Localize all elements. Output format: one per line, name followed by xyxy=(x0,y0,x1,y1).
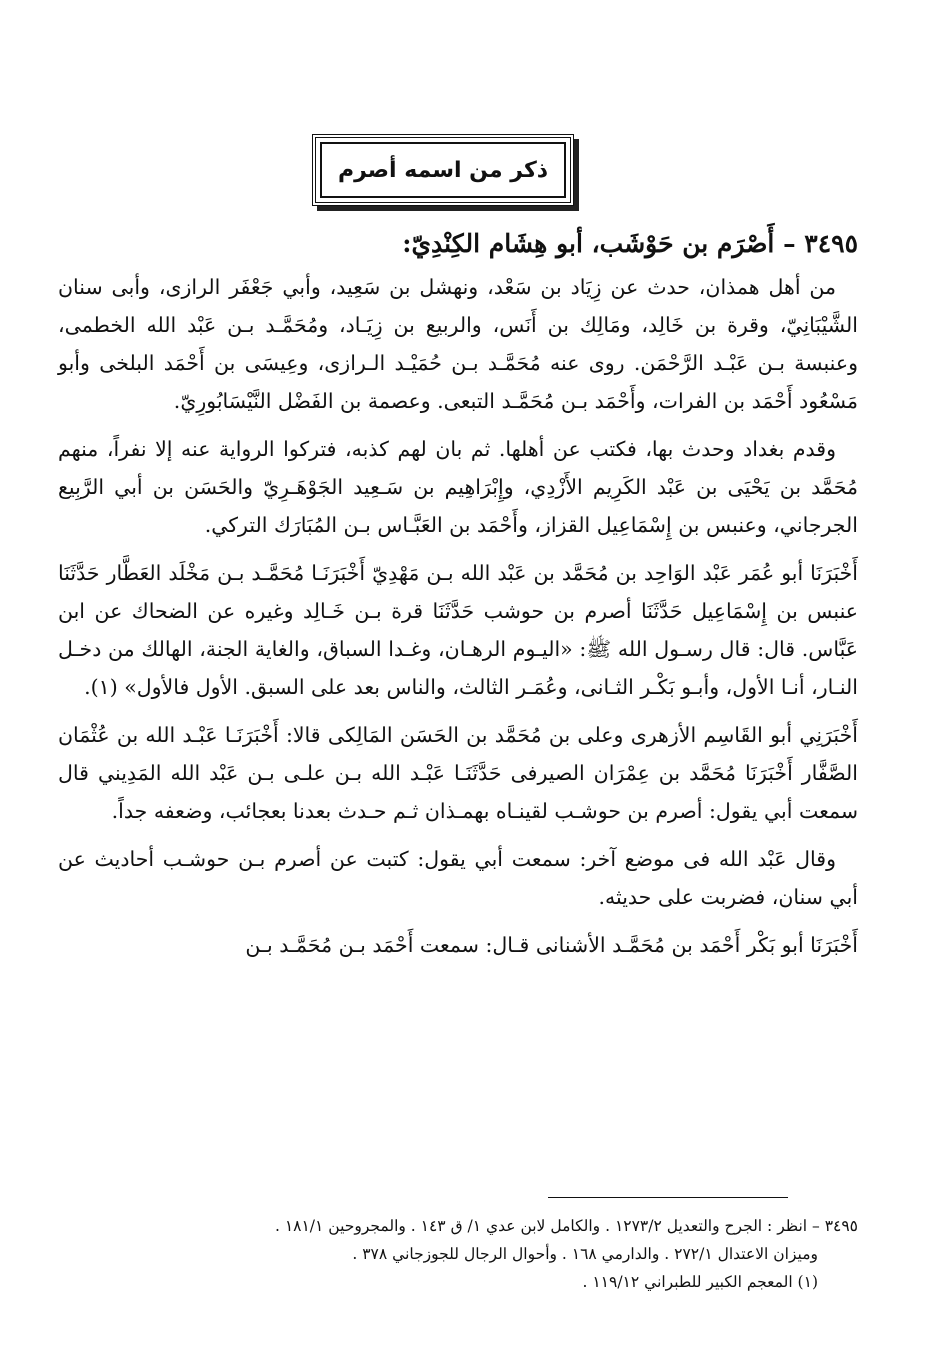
paragraph: أَخْبَرَنِي أبو القَاسِم الأزهرى وعلى بن مُحَمَّد بن الحَسَن المَالِكى قالا: أَخْبَرَنَـا عَبْـد الله بن عُثْمَان الصَّفَّار أَخْبَرَنَا مُحَمَّد بن عِمْرَان الصيرفى حَدَّثَنَـا عَبْـد الله بـن علـى بـن عَبْد الله المَدِيني قال سمعت أبي يقول: أصرم بن حوشـب لقينـاه بهمـذان ثـم حـدث بعدنا بعجائب، وضعفه جداً. xyxy=(58,723,858,823)
footnotes xyxy=(58,1212,858,1296)
paragraph: وقال عَبْد الله فى موضع آخر: سمعت أبي يقول: كتبت عن أصرم بـن حوشـب أحاديث عن أبي سنان، فضربت على حديثه. xyxy=(58,847,858,909)
section-title-box xyxy=(312,134,574,206)
entry-heading: ٣٤٩٥ – أَصْرَم بن حَوْشَب، أبو هِشَام الكِنْدِيّ: xyxy=(402,229,858,258)
paragraph: أَخْبَرَنَا أبو عُمَر عَبْد الوَاحِد بن مُحَمَّد بن عَبْد الله بـن مَهْدِيّ أَخْبَرَنَـا مُحَمَّـد بـن مَخْلَد العَطَّار حَدَّثَنَا عنبس بن إِسْمَاعِيل حَدَّثَنَا أصرم بن حوشب حَدَّثَنَا قرة بـن خَـالِد وغيره عن الضحاك عن ابن عَبَّاس. قال: قال رسـول الله ﷺ: «اليـوم الرهـان، وغـدا السباق، والغاية الجنة، الهالك من دخـل النـار، أنـا الأول، وأبـو بَكْـر الثـانى، وعُمَـر الثالث، والناس بعد على السبق. الأول فالأول» (١). xyxy=(58,561,859,699)
footnote: ٣٤٩٥ – انظر : الجرح والتعديل ١٢٧٣/٢ . والكامل لابن عدي ١/ ق ١٤٣ . والمجروحين ١٨١/١ . xyxy=(274,1217,858,1235)
footnote: (١) المعجم الكبير للطبراني ١١٩/١٢ . xyxy=(582,1273,818,1291)
paragraph: من أهل همذان، حدث عن زِيَاد بن سَعْد، ونهشل بن سَعِيد، وأبي جَعْفَر الرازى، وأبى سنان الشَّيْبَانِيّ، وقرة بن خَالِد، ومَالِك بن أَنَس، والربيع بن زِيَـاد، ومُحَمَّـد بـن عَبْد الله الخطمى، وعنبسة بـن عَبْـد الرَّحْمَن. روى عنه مُحَمَّـد بـن حُمَيْـد الـرازى، وعِيسَى بن أَحْمَد البلخى وأبو مَسْعُود أَحْمَد بن الفرات، وأَحْمَد بـن مُحَمَّـد التبعى. وعصمة بن الفَضْل النَّيْسَابُورِيّ. xyxy=(58,275,858,413)
footnote: وميزان الاعتدال ٢٧٢/١ . والدارمي ١٦٨ . وأحوال الرجال للجوزجاني ٣٧٨ . xyxy=(352,1245,818,1263)
footnote-divider xyxy=(548,1197,788,1198)
section-title: ذكر من اسمه أصرم xyxy=(337,157,549,183)
entry-body xyxy=(58,268,858,974)
paragraph: وقدم بغداد وحدث بها، فكتب عن أهلها. ثم بان لهم كذبه، فتركوا الرواية عنه إلا نفراً، منهم مُحَمَّد بن يَحْيَى بن عَبْد الكَرِيم الأَزْدِي، وإِبْرَاهِيم بن سَـعِيد الجَوْهَـرِيّ والحَسَن بن أبي الرَّبِيع الجرجاني، وعنبس بن إِسْمَاعِيل القزاز، وأَحْمَد بن العَبَّـاس بـن المُبَارَك التركي. xyxy=(58,437,858,537)
paragraph: أَخْبَرَنَا أبو بَكْر أَحْمَد بن مُحَمَّـد الأشنانى قـال: سمعت أَحْمَد بـن مُحَمَّـد بـن xyxy=(245,933,858,957)
